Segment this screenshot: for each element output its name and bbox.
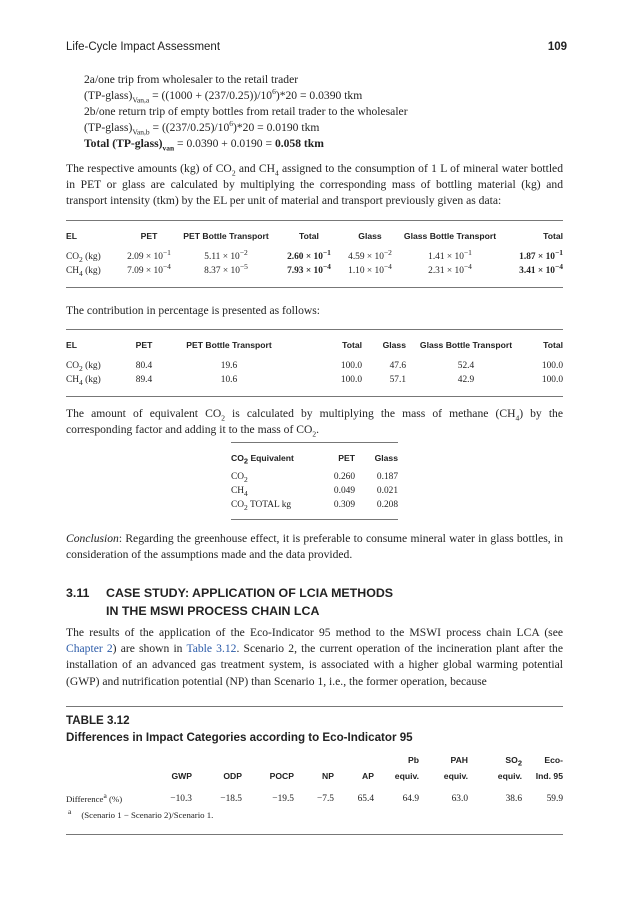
table2-col-glass-transport: Glass Bottle Transport bbox=[419, 340, 513, 350]
table1-bottom-rule bbox=[66, 287, 563, 288]
table1-col-total-glass: Total bbox=[543, 231, 563, 241]
table-row bbox=[66, 792, 563, 806]
cell: 0.187 bbox=[376, 472, 398, 482]
page-number: 109 bbox=[547, 41, 567, 53]
running-header-title: Life-Cycle Impact Assessment bbox=[66, 41, 221, 53]
cell: $1.87 \times 10^{-1}$ bbox=[519, 247, 563, 262]
table-label: TABLE 3.12 bbox=[66, 714, 130, 727]
paragraph-conclusion: Conclusion: Regarding the greenhouse effect, it is preferable to consume mineral water in glass bottles, in consideration of the assumptions made and the data provided. bbox=[66, 532, 563, 562]
table1-header-row bbox=[66, 228, 563, 244]
table2-col-el: EL bbox=[66, 340, 77, 350]
table4-col-gwp: GWP bbox=[171, 771, 192, 781]
table4-col-ap: AP bbox=[362, 771, 374, 781]
table4-head-pah: PAH bbox=[450, 755, 468, 765]
table-title: Differences in Impact Categories according to Eco-Indicator 95 bbox=[66, 731, 413, 744]
table4-head-so2: $SO_2$ bbox=[505, 755, 522, 768]
table-contribution-percent bbox=[66, 337, 563, 387]
section-number: 3.11 bbox=[66, 586, 90, 600]
cell: 100.0 bbox=[340, 375, 362, 385]
section-title-line2: IN THE MSWI PROCESS CHAIN LCA bbox=[106, 604, 320, 618]
cell: $1.41 \times 10^{-1}$ bbox=[428, 247, 472, 262]
cell: 0.208 bbox=[376, 500, 398, 510]
table3-col-pet: PET bbox=[338, 453, 355, 463]
cell: 64.9 bbox=[402, 794, 419, 804]
table4-header-row-top bbox=[66, 752, 563, 768]
row-label: $CO_2$ (kg) bbox=[66, 361, 101, 373]
table4-col-pah-equiv: equiv. bbox=[443, 771, 468, 781]
table2-col-total: Total bbox=[342, 340, 362, 350]
table1-top-rule bbox=[66, 220, 563, 221]
table4-col-odp: ODP bbox=[223, 771, 242, 781]
calc-line-total: Total $(TP-glass)_{van} = 0.0390 + 0.0190 = 0.058$ tkm bbox=[84, 137, 324, 153]
table-footnote: $^a$ (Scenario 1 − Scenario 2)/Scenario 1. bbox=[68, 807, 214, 820]
cell: $2.60 \times 10^{-1}$ bbox=[287, 247, 331, 262]
cell: −10.3 bbox=[170, 794, 192, 804]
table2-col-pet-transport: PET Bottle Transport bbox=[186, 340, 272, 350]
cell: 80.4 bbox=[135, 361, 153, 371]
table4-col-np: NP bbox=[322, 771, 334, 781]
paragraph-co2-equivalent: The amount of equivalent $CO_2$ is calculated by multiplying the mass of methane $(CH_4)$ by the corresponding factor and adding it to the mass of $CO_2$. bbox=[66, 407, 563, 439]
table4-bottom-rule bbox=[66, 834, 563, 835]
row-label: $CO_2$ (kg) bbox=[66, 252, 101, 264]
cell: 65.4 bbox=[357, 794, 374, 804]
row-label: $CH_4$ bbox=[231, 486, 248, 498]
cell: $7.09 \times 10^{-4}$ bbox=[127, 261, 171, 276]
cell: 42.9 bbox=[457, 375, 475, 385]
row-label: $CO_2$ bbox=[231, 472, 248, 484]
table-row bbox=[66, 373, 563, 387]
cell: 0.260 bbox=[333, 472, 355, 482]
calc-line-tp-glass-a: $(TP-glass)_{Van,a} = ((1000 + (237/0.25))/10^6)*20 = 0.0390$ tkm bbox=[84, 87, 363, 105]
table4-col-pocp: POCP bbox=[269, 771, 294, 781]
calc-line-2a: 2a/one trip from wholesaler to the retail trader bbox=[84, 73, 299, 86]
table2-col-glass: Glass bbox=[382, 340, 406, 350]
table1-col-pet: PET bbox=[140, 231, 158, 241]
section-title-line1: CASE STUDY: APPLICATION OF LCIA METHODS bbox=[106, 586, 394, 600]
cell: $4.59 \times 10^{-2}$ bbox=[348, 247, 392, 262]
table-impact-differences bbox=[66, 752, 563, 806]
cell: $1.10 \times 10^{-4}$ bbox=[348, 261, 392, 276]
table4-head-pb: Pb bbox=[408, 755, 419, 765]
calc-line-tp-glass-b: $(TP-glass)_{Van,b} = ((237/0.25)/10^6)*20 = 0.0190$ tkm bbox=[84, 119, 320, 137]
table2-bottom-rule bbox=[66, 396, 563, 397]
cell: 59.9 bbox=[546, 794, 563, 804]
table4-col-pb-equiv: equiv. bbox=[394, 771, 419, 781]
table2-col-total-glass: Total bbox=[543, 340, 563, 350]
table1-col-glass-transport: Glass Bottle Transport bbox=[403, 231, 497, 241]
table2-header-row bbox=[66, 337, 563, 353]
table3-header-row bbox=[231, 450, 398, 466]
cell: 0.309 bbox=[333, 500, 355, 510]
table3-col-co2-equivalent: $CO_2$ Equivalent bbox=[231, 453, 294, 466]
cell: −19.5 bbox=[272, 794, 294, 804]
link-table-3-12[interactable]: Table 3.12 bbox=[186, 642, 237, 656]
table1-col-el: EL bbox=[66, 231, 77, 241]
table-emissions-kg bbox=[66, 228, 563, 278]
cell: $3.41 \times 10^{-4}$ bbox=[519, 261, 563, 276]
cell: $5.11 \times 10^{-2}$ bbox=[204, 247, 248, 262]
table3-col-glass: Glass bbox=[374, 453, 398, 463]
table1-col-pet-transport: PET Bottle Transport bbox=[183, 231, 269, 241]
cell: 38.6 bbox=[505, 794, 522, 804]
paragraph-contribution: The contribution in percentage is presented as follows: bbox=[66, 304, 321, 317]
table-row bbox=[66, 359, 563, 373]
table1-col-total: Total bbox=[299, 231, 319, 241]
cell: 52.4 bbox=[457, 361, 475, 371]
cell: 47.6 bbox=[389, 361, 406, 371]
table4-col-eco-ind: Ind. 95 bbox=[535, 771, 563, 781]
table4-head-eco: Eco- bbox=[544, 755, 563, 765]
cell: 0.049 bbox=[333, 486, 355, 496]
table2-top-rule bbox=[66, 329, 563, 330]
cell: −7.5 bbox=[316, 794, 334, 804]
table1-col-glass: Glass bbox=[358, 231, 382, 241]
row-label: $CH_4$ (kg) bbox=[66, 266, 101, 278]
table4-top-rule bbox=[66, 706, 563, 707]
table-row bbox=[231, 484, 398, 498]
cell: $2.09 \times 10^{-1}$ bbox=[127, 247, 171, 262]
paragraph-results: The results of the application of the Eco-Indicator 95 method to the MSWI process chain LCA (see Chapter 2) are shown in Table 3.12. Scenario 2, the current operation of the incineration plant after the installation of an advanced gas treatment system, is associated with a higher global warming potential (GWP) and nutrification potential (NP) than Scenario 1, i.e., the former operation, because bbox=[66, 626, 563, 688]
cell: 100.0 bbox=[541, 361, 563, 371]
cell: 100.0 bbox=[541, 375, 563, 385]
table4-header-row bbox=[66, 768, 563, 784]
table4-col-so2-equiv: equiv. bbox=[497, 771, 522, 781]
table-row bbox=[66, 264, 563, 278]
table-row bbox=[66, 250, 563, 264]
link-chapter-2[interactable]: Chapter 2 bbox=[66, 642, 113, 656]
cell: 0.021 bbox=[376, 486, 398, 496]
cell: −18.5 bbox=[220, 794, 242, 804]
table3-bottom-rule bbox=[231, 519, 398, 520]
row-label: $CO_2$ TOTAL kg bbox=[231, 500, 292, 512]
row-label: Difference$^a$ (%) bbox=[66, 791, 123, 804]
table2-col-pet: PET bbox=[135, 340, 153, 350]
cell: $2.31 \times 10^{-4}$ bbox=[428, 261, 472, 276]
cell: 10.6 bbox=[220, 375, 238, 385]
table-co2-equivalent bbox=[231, 450, 398, 512]
table-row bbox=[231, 470, 398, 484]
cell: $7.93 \times 10^{-4}$ bbox=[287, 261, 331, 276]
cell: 100.0 bbox=[340, 361, 362, 371]
paragraph-emissions: The respective amounts (kg) of $CO_2$ and $CH_4$ assigned to the consumption of 1 L of mineral water bottled in PET or glass are calculated by multiplying the corresponding mass of bottling material (kg) and transport intensity (tkm) by the EL per unit of material and transport previously given as data: bbox=[66, 162, 563, 208]
cell: 19.6 bbox=[220, 361, 238, 371]
cell: 63.0 bbox=[451, 794, 468, 804]
table-row bbox=[231, 498, 398, 512]
cell: 89.4 bbox=[135, 375, 153, 385]
cell: $8.37 \times 10^{-5}$ bbox=[204, 261, 248, 276]
calc-line-2b: 2b/one return trip of empty bottles from retail trader to the wholesaler bbox=[84, 105, 408, 118]
table3-top-rule bbox=[231, 442, 398, 443]
section-heading bbox=[66, 584, 393, 620]
cell: 57.1 bbox=[389, 375, 406, 385]
row-label: $CH_4$ (kg) bbox=[66, 375, 101, 387]
